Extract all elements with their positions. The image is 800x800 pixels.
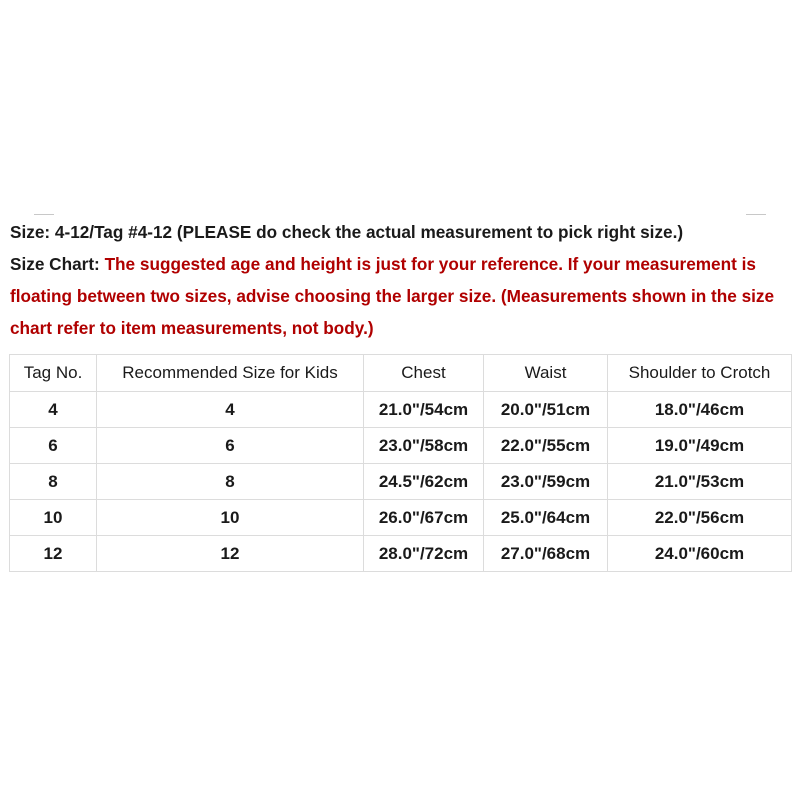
size-note: (PLEASE do check the actual measurement to pick right size.) xyxy=(176,222,684,242)
cell-waist: 20.0"/51cm xyxy=(484,392,608,428)
header-waist: Waist xyxy=(484,355,608,392)
cell-waist: 23.0"/59cm xyxy=(484,464,608,500)
cell-shoulder-to-crotch: 18.0"/46cm xyxy=(608,392,792,428)
cell-chest: 26.0"/67cm xyxy=(364,500,484,536)
cell-shoulder-to-crotch: 19.0"/49cm xyxy=(608,428,792,464)
cell-chest: 24.5"/62cm xyxy=(364,464,484,500)
size-info xyxy=(10,216,795,344)
size-table xyxy=(9,354,792,572)
cell-chest: 21.0"/54cm xyxy=(364,392,484,428)
size-line xyxy=(10,216,795,248)
table-header-row xyxy=(10,355,792,392)
cell-recommended-size: 6 xyxy=(97,428,364,464)
header-chest: Chest xyxy=(364,355,484,392)
size-value: 4-12/Tag #4-12 xyxy=(54,222,173,242)
cell-recommended-size: 12 xyxy=(97,536,364,572)
size-chart-note: The suggested age and height is just for your reference. If your measurement is floating between two sizes, advise choosing the larger size. (Measurements shown in the size chart refer to item measurements, not body.) xyxy=(10,254,775,338)
size-chart-line xyxy=(10,248,795,344)
cell-chest: 23.0"/58cm xyxy=(364,428,484,464)
header-tag-no: Tag No. xyxy=(10,355,97,392)
cell-tag-no: 10 xyxy=(10,500,97,536)
header-recommended-size: Recommended Size for Kids xyxy=(97,355,364,392)
table-row xyxy=(10,464,792,500)
cell-waist: 25.0"/64cm xyxy=(484,500,608,536)
cell-recommended-size: 10 xyxy=(97,500,364,536)
table-row xyxy=(10,536,792,572)
size-label: Size: xyxy=(10,222,51,242)
decorative-line-left xyxy=(34,214,54,215)
cell-tag-no: 6 xyxy=(10,428,97,464)
table-row xyxy=(10,392,792,428)
cell-recommended-size: 4 xyxy=(97,392,364,428)
cell-shoulder-to-crotch: 21.0"/53cm xyxy=(608,464,792,500)
cell-tag-no: 4 xyxy=(10,392,97,428)
decorative-line-right xyxy=(746,214,766,215)
cell-waist: 27.0"/68cm xyxy=(484,536,608,572)
table-row xyxy=(10,428,792,464)
cell-recommended-size: 8 xyxy=(97,464,364,500)
size-chart-label: Size Chart: xyxy=(10,254,100,274)
cell-shoulder-to-crotch: 22.0"/56cm xyxy=(608,500,792,536)
cell-waist: 22.0"/55cm xyxy=(484,428,608,464)
cell-tag-no: 8 xyxy=(10,464,97,500)
cell-shoulder-to-crotch: 24.0"/60cm xyxy=(608,536,792,572)
header-shoulder-to-crotch: Shoulder to Crotch xyxy=(608,355,792,392)
cell-chest: 28.0"/72cm xyxy=(364,536,484,572)
cell-tag-no: 12 xyxy=(10,536,97,572)
table-row xyxy=(10,500,792,536)
